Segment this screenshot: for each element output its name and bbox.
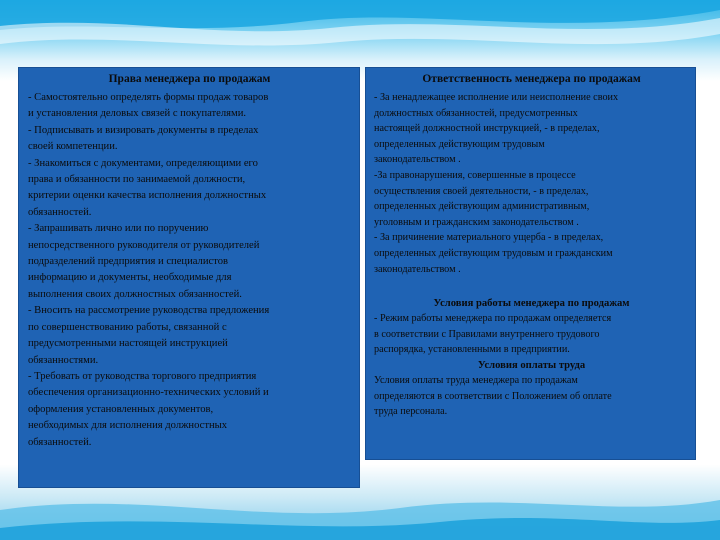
text-line: и установления деловых связей с покупателями. <box>28 108 247 120</box>
text-line: критерии оценки качества исполнения должностных <box>28 190 267 202</box>
work-conditions-title: Условия работы менеджера по продажам <box>433 298 630 310</box>
pay-conditions-title: Условия оплаты труда <box>477 359 586 371</box>
text-line: определенных действующим трудовым <box>374 138 545 150</box>
text-line: - Самостоятельно определять формы продаж товаров <box>28 92 269 103</box>
text-line: - Знакомиться с документами, определяющими его <box>28 157 258 169</box>
text-line: оформления установленных документов, <box>28 403 214 415</box>
text-line: - Запрашивать лично или по поручению <box>28 223 209 235</box>
work-conditions-text <box>374 311 689 358</box>
text-line: настоящей должностной инструкцией, - в пределах, <box>374 123 600 135</box>
text-line: в соответствии с Правилами внутреннего трудового <box>374 328 600 340</box>
rights-text <box>28 90 351 451</box>
text-line: права и обязанности по занимаемой должности, <box>28 174 246 186</box>
text-line: - За ненадлежащее исполнение или неисполнение своих <box>374 92 619 103</box>
text-line: должностных обязанностей, предусмотренных <box>374 107 578 119</box>
text-line: - Вносить на рассмотрение руководства предложения <box>28 305 270 317</box>
responsibility-title: Ответственность менеджера по продажам <box>422 73 641 85</box>
text-line: обязанностями. <box>28 354 99 366</box>
text-line: -За правонарушения, совершенные в процессе <box>374 169 576 181</box>
text-line: непосредственного руководителя от руководителей <box>28 239 260 251</box>
responsibility-panel <box>366 68 695 459</box>
section-spacer <box>374 277 689 296</box>
text-line: - Требовать от руководства торгового предприятия <box>28 370 257 382</box>
text-line: обеспечения организационно-технических условий и <box>28 387 269 399</box>
text-line: обязанностей. <box>28 206 92 218</box>
text-line: по совершенствованию работы, связанной с <box>28 321 227 333</box>
text-line: - За причинение материального ущерба - в пределах, <box>374 232 604 244</box>
rights-title: Права менеджера по продажам <box>108 73 271 85</box>
text-line: труда персонала. <box>374 406 448 418</box>
text-line: подразделений предприятия и специалистов <box>28 256 228 268</box>
text-line: - Режим работы менеджера по продажам определяется <box>374 313 612 325</box>
text-line: распорядка, установленными в предприятии. <box>374 344 570 356</box>
text-line: предусмотренными настоящей инструкцией <box>28 338 228 350</box>
text-line: выполнения своих должностных обязанностей. <box>28 288 242 300</box>
text-line: информацию и документы, необходимые для <box>28 272 232 284</box>
text-line: определенных действующим трудовым и гражданским <box>374 247 613 259</box>
text-line: обязанностей. <box>28 436 92 448</box>
text-line: законодательством . <box>374 154 461 166</box>
text-line: определенных действующим административным, <box>374 201 590 213</box>
rights-panel <box>19 68 359 487</box>
text-line: уголовным и гражданским законодательством . <box>374 216 579 228</box>
responsibility-text <box>374 90 689 277</box>
text-line: - Подписывать и визировать документы в пределах <box>28 124 259 136</box>
text-line: своей компетенции. <box>28 141 118 153</box>
pay-conditions-text <box>374 373 689 420</box>
text-line: необходимых для исполнения должностных <box>28 420 228 432</box>
text-line: Условия оплаты труда менеджера по продажам <box>374 374 578 386</box>
text-line: законодательством . <box>374 263 461 275</box>
text-line: определяются в соответствии с Положением об оплате <box>374 390 612 402</box>
text-line: осуществления своей деятельности, - в пределах, <box>374 185 589 197</box>
